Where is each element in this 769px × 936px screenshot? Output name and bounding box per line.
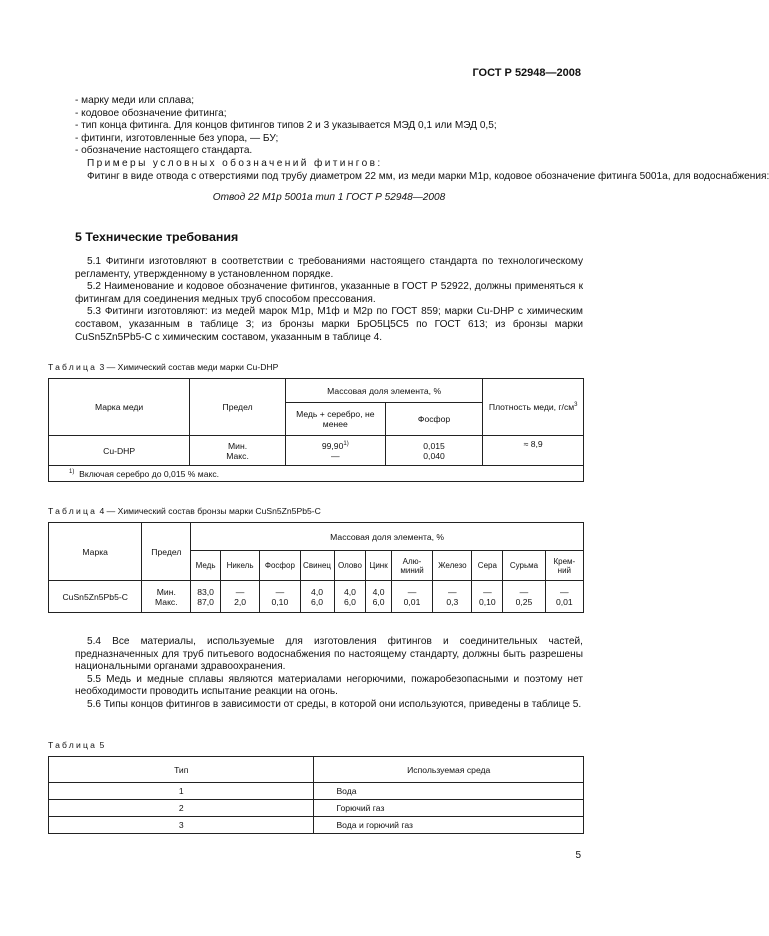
- t4-element-header: Алю- миний: [391, 551, 432, 581]
- example-designation: Отвод 22 М1р 5001а тип 1 ГОСТ Р 52948—2008: [212, 192, 446, 204]
- table5-caption: [48, 740, 104, 750]
- table-row: [49, 800, 584, 817]
- table-5: [48, 756, 584, 834]
- table4-caption-word: Таблица: [48, 506, 98, 516]
- table3-caption-word: Таблица: [48, 362, 98, 372]
- t4-element-header: Сера: [472, 551, 503, 581]
- t3-header-p: Фосфор: [385, 403, 483, 436]
- table-row: [49, 817, 584, 834]
- t3-grade: Cu-DHP: [49, 436, 190, 466]
- t3-p: 0,015 0,040: [385, 436, 483, 466]
- section-5-continued: [75, 636, 583, 712]
- t4-element-header: Свинец: [300, 551, 334, 581]
- table4-caption-text: 4 — Химический состав бронзы марки CuSn5Zn5Pb5-C: [99, 506, 321, 516]
- t4-header-limit: Предел: [142, 523, 191, 581]
- t4-value-cell: 4,0 6,0: [300, 581, 334, 613]
- t4-header-mass: Массовая доля элемента, %: [191, 523, 584, 551]
- document-header: ГОСТ Р 52948—2008: [472, 67, 581, 79]
- t4-value-cell: 4,0 6,0: [334, 581, 366, 613]
- t4-limit: Мин. Макс.: [142, 581, 191, 613]
- t5-header-type: Тип: [49, 757, 314, 783]
- table-row: [49, 581, 584, 613]
- t4-element-header: Железо: [433, 551, 472, 581]
- t4-element-header: Медь: [191, 551, 221, 581]
- t5-medium: Вода и горючий газ: [314, 817, 584, 834]
- t5-medium: Горючий газ: [314, 800, 584, 817]
- list-item: - тип конца фитинга. Для концов фитингов типов 2 и 3 указывается МЭД 0,1 или МЭД 0,5;: [75, 120, 497, 132]
- t4-element-header: Фосфор: [260, 551, 300, 581]
- table-3: [48, 378, 584, 482]
- table3-caption-text: 3 — Химический состав меди марки Cu-DHP: [99, 362, 279, 372]
- t4-value-cell: 83,0 87,0: [191, 581, 221, 613]
- section-5-text: [75, 256, 583, 344]
- list-item: - марку меди или сплава;: [75, 95, 195, 106]
- paragraph-5-5: 5.5 Медь и медные сплавы являются материалами негорючими, пожаробезопасными и поэтому нет необходимости проводить испытание реакции на огонь.: [75, 673, 583, 698]
- table5-caption-text: 5: [99, 740, 105, 750]
- t3-header-grade: Марка меди: [49, 379, 190, 436]
- table-4: [48, 522, 584, 613]
- example-text: Фитинг в виде отвода с отверстиями под трубу диаметром 22 мм, из меди марки М1р, кодовое обозначение фитинга 5001а, для водоснабжения:: [87, 170, 769, 182]
- t4-value-cell: — 0,01: [391, 581, 432, 613]
- paragraph-5-4: 5.4 Все материалы, используемые для изготовления фитингов и соединительных частей, предназначенных для труб питьевого водоснабжения по настоящему стандарту, должны быть разрешены национальными органами здравоохранения.: [75, 636, 583, 673]
- t3-limit: Мин. Макс.: [190, 436, 286, 466]
- table5-caption-word: Таблица: [48, 740, 98, 750]
- t4-element-header: Крем- ний: [545, 551, 583, 581]
- t3-header-mass: Массовая доля элемента, %: [285, 379, 483, 403]
- t4-element-header: Цинк: [366, 551, 391, 581]
- t4-header-grade: Марка: [49, 523, 142, 581]
- list-item: - кодовое обозначение фитинга;: [75, 107, 227, 119]
- t4-value-cell: — 0,25: [503, 581, 545, 613]
- t5-type: 2: [49, 800, 314, 817]
- t4-element-header: Сурьма: [503, 551, 545, 581]
- t4-value-cell: — 0,10: [260, 581, 300, 613]
- paragraph-5-6: 5.6 Типы концов фитингов в зависимости от среды, в которой они используются, приведены в таблице 5.: [87, 698, 582, 710]
- t4-grade: CuSn5Zn5Pb5-C: [49, 581, 142, 613]
- t3-cu: 99,90$^{1)}$ —: [285, 436, 385, 466]
- examples-heading: Примеры условных обозначений фитингов:: [87, 157, 383, 169]
- table4-caption: [48, 506, 321, 516]
- t3-header-density: Плотность меди, $г/см^3$: [483, 379, 584, 436]
- t3-header-cu: Медь + серебро, не менее: [285, 403, 385, 436]
- paragraph-5-1: 5.1 Фитинги изготовляют в соответствии с требованиями настоящего стандарта по технологическому регламенту, утвержденному в установленном порядке.: [75, 256, 583, 280]
- table-row: [49, 436, 584, 466]
- t5-header-medium: Используемая среда: [314, 757, 584, 783]
- designation-list: [75, 95, 769, 205]
- t4-value-cell: — 0,10: [472, 581, 503, 613]
- t4-value-cell: 4,0 6,0: [366, 581, 391, 613]
- t4-value-cell: — 0,01: [545, 581, 583, 613]
- t5-type: 3: [49, 817, 314, 834]
- t4-value-cell: — 2,0: [220, 581, 259, 613]
- t3-footnote: $^{1)}$ Включая серебро до 0,015 % макс.: [49, 466, 584, 482]
- page-number: 5: [575, 850, 581, 861]
- t5-medium: Вода: [314, 783, 584, 800]
- list-item: - обозначение настоящего стандарта.: [75, 145, 253, 157]
- t5-type: 1: [49, 783, 314, 800]
- t4-element-header: Никель: [220, 551, 259, 581]
- paragraph-5-3: 5.3 Фитинги изготовляют: из медей марок М1р, М1ф и М2р по ГОСТ 859; марки Cu-DHP с химическим составом, указанным в таблице 3; из бронзы марки БрО5Ц5С5 по ГОСТ 613; из бронзы марки CuSn5Zn5Pb5-C с химическим составом, указанным в таблице 4.: [75, 306, 583, 343]
- t3-header-limit: Предел: [190, 379, 286, 436]
- table-row: [49, 783, 584, 800]
- list-item: - фитинги, изготовленные без упора, — БУ;: [75, 132, 279, 144]
- t4-element-header: Олово: [334, 551, 366, 581]
- t4-value-cell: — 0,3: [433, 581, 472, 613]
- t3-density: ≈ 8,9: [483, 436, 584, 466]
- paragraph-5-2: 5.2 Наименование и кодовое обозначение фитингов, указанные в ГОСТ Р 52922, должны применяться к фитингам для соединения медных труб способом прессования.: [75, 281, 583, 305]
- section-title: 5 Технические требования: [75, 230, 239, 244]
- table3-caption: [48, 362, 278, 372]
